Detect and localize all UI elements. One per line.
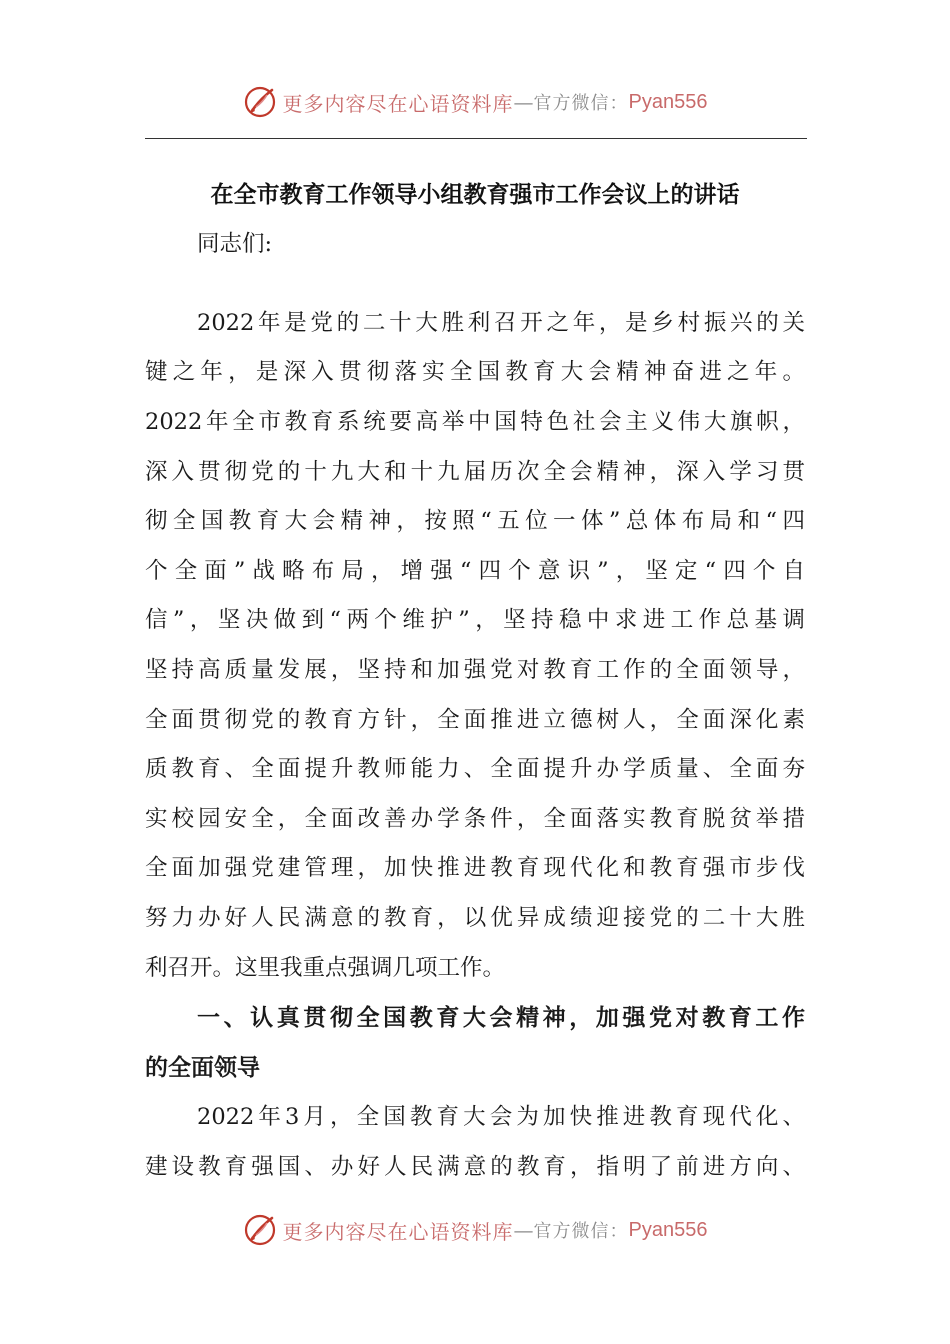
paragraph-line: 建设教育强国、办好人民满意的教育，指明了前进方向、 xyxy=(145,1154,805,1180)
paragraph-line: 全面加强党建管理，加快推进教育现代化和教育强市步伐 xyxy=(145,855,805,881)
paragraph-line: 键之年，是深入贯彻落实全国教育大会精神奋进之年。 xyxy=(145,359,805,385)
watermark-separator: — xyxy=(513,1218,534,1242)
watermark-separator: — xyxy=(513,90,534,114)
document-title: 在全市教育工作领导小组教育强市工作会议上的讲话 xyxy=(210,182,740,208)
paragraph-line: 信”，坚决做到“两个维护”，坚持稳中求进工作总基调 xyxy=(145,607,805,633)
section-heading-continued: 的全面领导 xyxy=(145,1055,260,1081)
paragraph-line: 彻全国教育大会精神，按照“五位一体”总体布局和“四 xyxy=(145,508,805,534)
watermark-wechat-id: Pyan556 xyxy=(628,1218,708,1241)
header-watermark-banner xyxy=(0,82,950,122)
watermark-wechat-label: 官方微信： xyxy=(533,1221,629,1242)
quill-pen-logo-icon xyxy=(243,1213,277,1247)
section-heading: 一、认真贯彻全国教育大会精神，加强党对教育工作 xyxy=(197,1005,805,1031)
paragraph-line: 质教育、全面提升教师能力、全面提升办学质量、全面夯 xyxy=(145,756,805,782)
watermark-text: 更多内容尽在心语资料库 xyxy=(282,91,514,116)
watermark-wechat-label: 官方微信： xyxy=(533,93,629,114)
paragraph-line: 坚持高质量发展，坚持和加强党对教育工作的全面领导， xyxy=(145,657,805,683)
paragraph-line: 深入贯彻党的十九大和十九届历次全会精神，深入学习贯 xyxy=(145,459,805,485)
greeting: 同志们: xyxy=(197,231,273,257)
paragraph-line: 2022年是党的二十大胜利召开之年，是乡村振兴的关 xyxy=(197,310,805,336)
paragraph-line: 利召开。这里我重点强调几项工作。 xyxy=(145,955,506,981)
paragraph-line: 2022年全市教育系统要高举中国特色社会主义伟大旗帜， xyxy=(145,409,805,435)
watermark-text: 更多内容尽在心语资料库 xyxy=(282,1219,514,1244)
paragraph-line: 2022年3月，全国教育大会为加快推进教育现代化、 xyxy=(197,1104,805,1130)
paragraph-line: 全面贯彻党的教育方针，全面推进立德树人，全面深化素 xyxy=(145,707,805,733)
footer-watermark-banner xyxy=(0,1210,950,1250)
quill-pen-logo-icon xyxy=(243,85,277,119)
paragraph-line: 实校园安全，全面改善办学条件，全面落实教育脱贫举措 xyxy=(145,806,805,832)
header-divider xyxy=(145,138,807,139)
watermark-wechat-id: Pyan556 xyxy=(628,90,708,113)
paragraph-line: 个全面”战略布局，增强“四个意识”，坚定“四个自 xyxy=(145,558,805,584)
paragraph-line: 努力办好人民满意的教育，以优异成绩迎接党的二十大胜 xyxy=(145,905,805,931)
